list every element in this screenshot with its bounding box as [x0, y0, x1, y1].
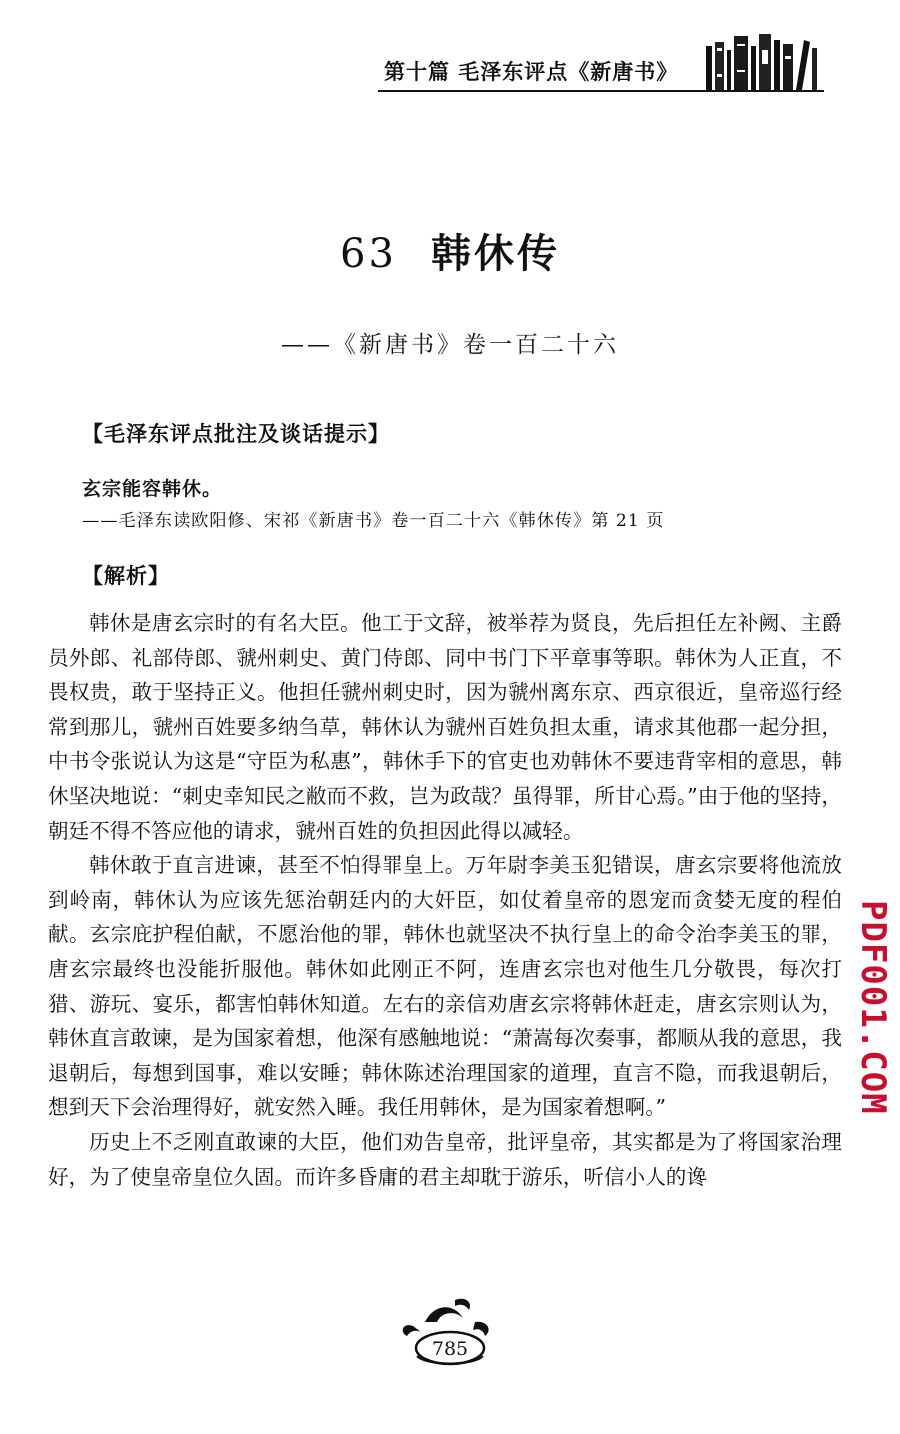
header-rule: [378, 90, 824, 92]
analysis-heading: 【解析】: [82, 564, 170, 588]
watermark: [848, 898, 898, 1118]
running-header: [378, 30, 838, 92]
chapter-number: 63: [340, 231, 397, 277]
page-number: 785: [431, 1338, 469, 1360]
watermark-text: PDF001.COM: [853, 900, 893, 1115]
commentary-quote: 玄宗能容韩休。: [82, 478, 223, 500]
analysis-paragraph: 韩休敢于直言进谏，甚至不怕得罪皇上。万年尉李美玉犯错误，唐玄宗要将他流放到岭南，韩休认为应该先惩治朝廷内的大奸臣，如仗着皇帝的恩宠而贪婪无度的程伯献。玄宗庇护程伯献，不愿治他的罪，韩休也就坚决不执行皇上的命令治李美玉的罪，唐玄宗最终也没能折服他。韩休如此刚正不阿，连唐玄宗也对他生几分敬畏，每次打猎、游玩、宴乐，都害怕韩休知道。左右的亲信劝唐玄宗将韩休赶走，唐玄宗则认为，韩休直言敢谏，是为国家着想，他深有感触地说：“萧嵩每次奏事，都顺从我的意思，我退朝后，每想到国事，难以安睡；韩休陈述治理国家的道理，直言不隐，而我退朝后，想到天下会治理得好，就安然入睡。我任用韩休，是为国家着想啊。”: [48, 853, 842, 1120]
books-ornament-icon: [704, 30, 824, 92]
running-title: 第十篇 毛泽东评点《新唐书》: [384, 60, 679, 84]
chapter-name: 韩休传: [430, 231, 560, 277]
chapter-source: ——《新唐书》卷一百二十六: [281, 332, 619, 358]
commentary-attribution: ——毛泽东读欧阳修、宋祁《新唐书》卷一百二十六《韩休传》第 21 页: [82, 511, 665, 531]
analysis-paragraph: 历史上不乏刚直敢谏的大臣，他们劝告皇帝，批评皇帝，其实都是为了将国家治理好，为了使皇帝皇位久固。而许多昏庸的君主却耽于游乐，听信小人的谗: [48, 1129, 842, 1189]
chapter-title: [0, 222, 900, 279]
page-number-ornament: [395, 1292, 505, 1378]
commentary-heading: 【毛泽东评点批注及谈话提示】: [82, 422, 390, 446]
analysis-paragraph: 韩休是唐玄宗时的有名大臣。他工于文辞，被举荐为贤良，先后担任左补阙、主爵员外郎、礼部侍郎、虢州刺史、黄门侍郎、同中书门下平章事等职。韩休为人正直，不畏权贵，敢于坚持正义。他担任虢州刺史时，因为虢州离东京、西京很近，皇帝巡行经常到那儿，虢州百姓要多纳刍草，韩休认为虢州百姓负担太重，请求其他郡一起分担，中书令张说认为这是“守臣为私惠”，韩休手下的官吏也劝韩休不要违背宰相的意思，韩休坚决地说：“刺史幸知民之敝而不救，岂为政哉？虽得罪，所甘心焉。”由于他的坚持，朝廷不得不答应他的请求，虢州百姓的负担因此得以减轻。: [48, 611, 842, 843]
analysis-body: [48, 606, 842, 1194]
